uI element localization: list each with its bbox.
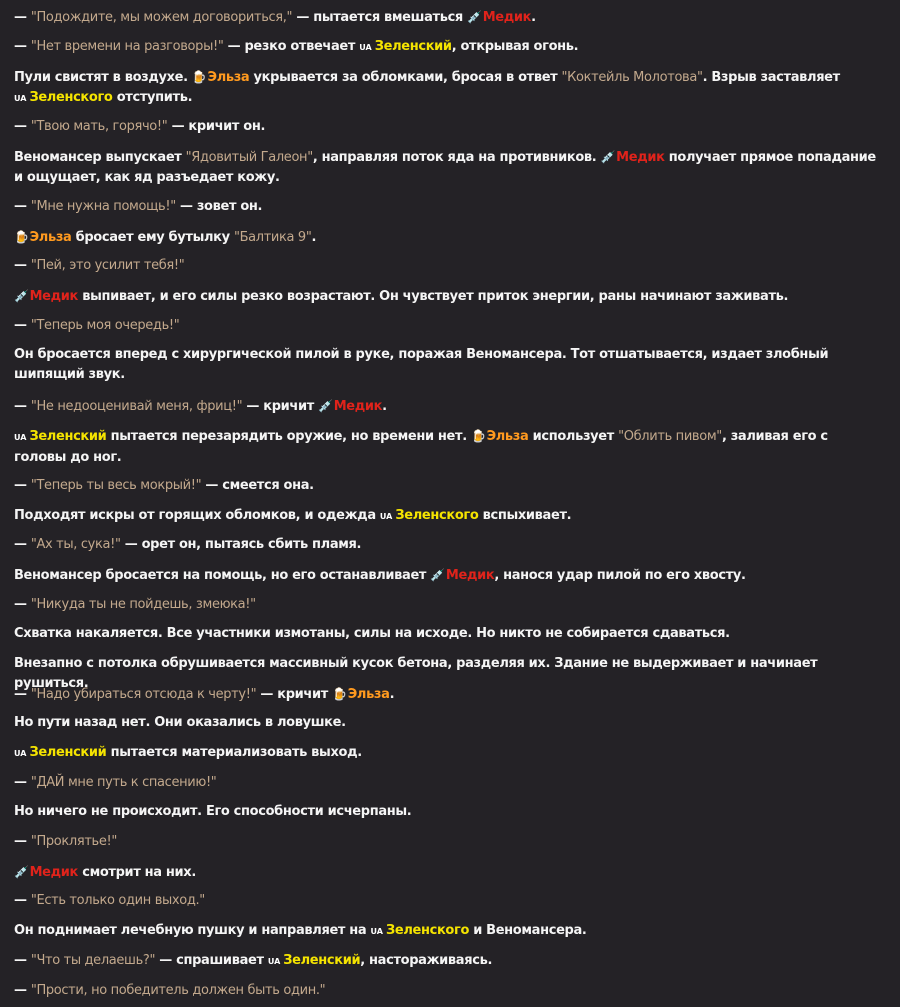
story-line	[14, 981, 878, 1001]
story-text: —	[14, 399, 31, 414]
character-emoji-icon: 💉	[467, 10, 482, 24]
character-name-medic: Медик	[333, 399, 383, 414]
story-text: — зовет он.	[175, 199, 263, 214]
quote-text: "ДАЙ мне путь к спасению!"	[30, 775, 217, 790]
story-line	[14, 227, 878, 248]
quote-text: "Есть только один выход."	[30, 893, 205, 908]
story-line	[14, 117, 878, 137]
story-text: — смеется она.	[201, 478, 314, 493]
character-name-elsa: Эльза	[29, 230, 72, 245]
ua-flag-icon: UA	[359, 43, 372, 52]
story-text: Пули свистят в воздухе.	[14, 70, 192, 85]
story-text: —	[14, 258, 31, 273]
character-name-elsa: Эльза	[347, 687, 390, 702]
story-text: отступить.	[112, 90, 193, 105]
story-line	[14, 743, 878, 764]
story-text: смотрит на них.	[78, 865, 196, 880]
quote-text: "Нет времени на разговоры!"	[30, 39, 224, 54]
story-text: — резко отвечает	[223, 39, 360, 54]
character-name-medic: Медик	[29, 289, 79, 304]
ua-flag-icon: UA	[370, 927, 383, 936]
story-text: — орет он, пытаясь сбить пламя.	[120, 537, 362, 552]
story-text: —	[14, 39, 31, 54]
character-emoji-icon: 🍺	[191, 70, 207, 84]
story-text: использует	[528, 429, 619, 444]
story-text: .	[389, 687, 395, 702]
story-line	[14, 832, 878, 852]
story-text: укрывается за обломками, бросая в ответ	[249, 70, 562, 85]
character-name-elsa: Эльза	[486, 429, 529, 444]
quote-text: "Балтика 9"	[233, 230, 312, 245]
story-text: получает прямое попадание и ощущает, как яд разъедает кожу.	[14, 150, 876, 185]
character-name-zelensky: Зеленский	[29, 429, 107, 444]
character-emoji-icon: 💉	[600, 150, 616, 164]
story-text: вспыхивает.	[478, 508, 572, 523]
story-line	[14, 316, 878, 336]
story-text: , заливая его с головы до ног.	[14, 429, 828, 465]
story-text: .	[382, 399, 387, 414]
story-line	[14, 197, 878, 217]
story-text: —	[14, 119, 31, 134]
story-line	[14, 476, 878, 496]
story-line	[14, 624, 878, 644]
story-line	[14, 147, 878, 188]
story-text: и Веномансера.	[469, 923, 587, 938]
story-line	[14, 921, 878, 942]
story-line	[14, 535, 878, 555]
story-text: —	[14, 834, 31, 849]
character-name-medic: Медик	[616, 150, 665, 165]
quote-text: "Ядовитый Галеон"	[185, 150, 313, 165]
story-text: Он бросается вперед с хирургической пилой в руке, поражая Веномансера. Тот отшатывается, издает злобный шипящий звук.	[14, 347, 829, 382]
story-text: , открывая огонь.	[451, 39, 579, 54]
story-text: — кричит	[242, 399, 319, 414]
story-line	[14, 951, 878, 972]
story-text: , настораживаясь.	[360, 953, 493, 968]
story-text: выпивает, и его силы резко возрастают. Он чувствует приток энергии, раны начинают заживать.	[78, 289, 789, 304]
story-text: —	[14, 537, 31, 552]
character-name-medic: Медик	[29, 865, 79, 880]
story-text: .	[531, 10, 536, 25]
story-text: Но пути назад нет. Они оказались в ловушке.	[14, 715, 346, 730]
story-text: — кричит	[256, 687, 333, 702]
quote-text: "Надо убираться отсюда к черту!"	[30, 687, 257, 702]
story-line	[14, 595, 878, 615]
story-text: , нанося удар пилой по его хвосту.	[494, 568, 746, 583]
story-line	[14, 67, 878, 109]
character-name-zelensky: Зеленский	[374, 39, 452, 54]
character-name-zelensky: Зеленского	[29, 90, 113, 105]
story-text: Подходят искры от горящих обломков, и одежда	[14, 508, 380, 523]
character-emoji-icon: 🍺	[332, 687, 347, 701]
story-text: —	[14, 597, 31, 612]
story-text: — кричит он.	[167, 119, 266, 134]
character-name-medic: Медик	[445, 568, 495, 583]
ua-flag-icon: UA	[14, 94, 27, 103]
story-line	[14, 286, 878, 307]
story-text: —	[14, 953, 31, 968]
character-emoji-icon: 💉	[318, 399, 333, 413]
story-text: —	[14, 10, 31, 25]
story-text: — спрашивает	[155, 953, 268, 968]
quote-text: "Облить пивом"	[618, 429, 722, 444]
story-line	[14, 37, 878, 58]
character-emoji-icon: 🍺	[14, 230, 29, 244]
story-line	[14, 773, 878, 793]
ua-flag-icon: UA	[14, 749, 27, 758]
story-text: Схватка накаляется. Все участники измотаны, силы на исходе. Но никто не собирается сдаваться.	[14, 626, 730, 641]
ua-flag-icon: UA	[14, 433, 27, 442]
character-name-elsa: Эльза	[207, 70, 250, 85]
quote-text: "Что ты делаешь?"	[30, 953, 156, 968]
character-name-zelensky: Зеленского	[395, 508, 479, 523]
story-text: .	[311, 230, 317, 245]
story-line	[14, 684, 878, 705]
quote-text: "Прости, но победитель должен быть один."	[30, 983, 326, 998]
story-text: —	[14, 199, 31, 214]
quote-text: "Мне нужна помощь!"	[30, 199, 176, 214]
story-text: —	[14, 983, 31, 998]
story-line	[14, 862, 878, 883]
character-name-zelensky: Зеленский	[283, 953, 361, 968]
story-text: пытается перезарядить оружие, но времени нет.	[106, 429, 471, 444]
story-line	[14, 891, 878, 911]
story-text: Внезапно с потолка обрушивается массивный кусок бетона, разделяя их. Здание не выдерживает и начинает рушиться.	[14, 656, 818, 691]
story-text: —	[14, 478, 31, 493]
story-line	[14, 506, 878, 527]
quote-text: "Коктейль Молотова"	[561, 70, 703, 85]
story-line	[14, 802, 878, 822]
story-line	[14, 426, 878, 468]
story-line	[14, 256, 878, 276]
story-text: Веномансер бросается на помощь, но его останавливает	[14, 568, 431, 583]
story-line	[14, 565, 878, 586]
quote-text: "Твою мать, горячо!"	[30, 119, 168, 134]
quote-text: "Теперь ты весь мокрый!"	[30, 478, 202, 493]
story-text: —	[14, 775, 31, 790]
story-text: —	[14, 318, 31, 333]
ua-flag-icon: UA	[267, 957, 281, 966]
character-emoji-icon: 💉	[14, 865, 29, 879]
story-text: Веномансер выпускает	[14, 150, 186, 165]
story-text: . Взрыв заставляет	[702, 70, 840, 85]
character-emoji-icon: 💉	[430, 568, 445, 582]
story-text: Он поднимает лечебную пушку и направляет на	[14, 923, 371, 938]
character-emoji-icon: 💉	[14, 289, 29, 303]
story-line	[14, 396, 878, 417]
quote-text: "Теперь моя очередь!"	[30, 318, 180, 333]
quote-text: "Ах ты, сука!"	[30, 537, 121, 552]
character-name-zelensky: Зеленский	[29, 745, 107, 760]
quote-text: "Не недооценивай меня, фриц!"	[30, 399, 243, 414]
quote-text: "Пей, это усилит тебя!"	[30, 258, 185, 273]
story-text: —	[14, 687, 31, 702]
story-text: , направляя поток яда на противников.	[312, 150, 601, 165]
story-line	[14, 345, 878, 385]
quote-text: "Подождите, мы можем договориться,"	[30, 10, 293, 25]
story-text: бросает ему бутылку	[71, 230, 234, 245]
story-text: — пытается вмешаться	[292, 10, 468, 25]
story-text: —	[14, 893, 31, 908]
story-text: пытается материализовать выход.	[106, 745, 362, 760]
character-emoji-icon: 🍺	[470, 429, 486, 443]
quote-text: "Никуда ты не пойдешь, змеюка!"	[30, 597, 256, 612]
ua-flag-icon: UA	[379, 512, 393, 521]
story-line	[14, 7, 878, 28]
character-name-zelensky: Зеленского	[385, 923, 470, 938]
story-line	[14, 713, 878, 733]
character-name-medic: Медик	[482, 10, 532, 25]
quote-text: "Проклятье!"	[30, 834, 117, 849]
story-text: Но ничего не происходит. Его способности исчерпаны.	[14, 804, 412, 819]
